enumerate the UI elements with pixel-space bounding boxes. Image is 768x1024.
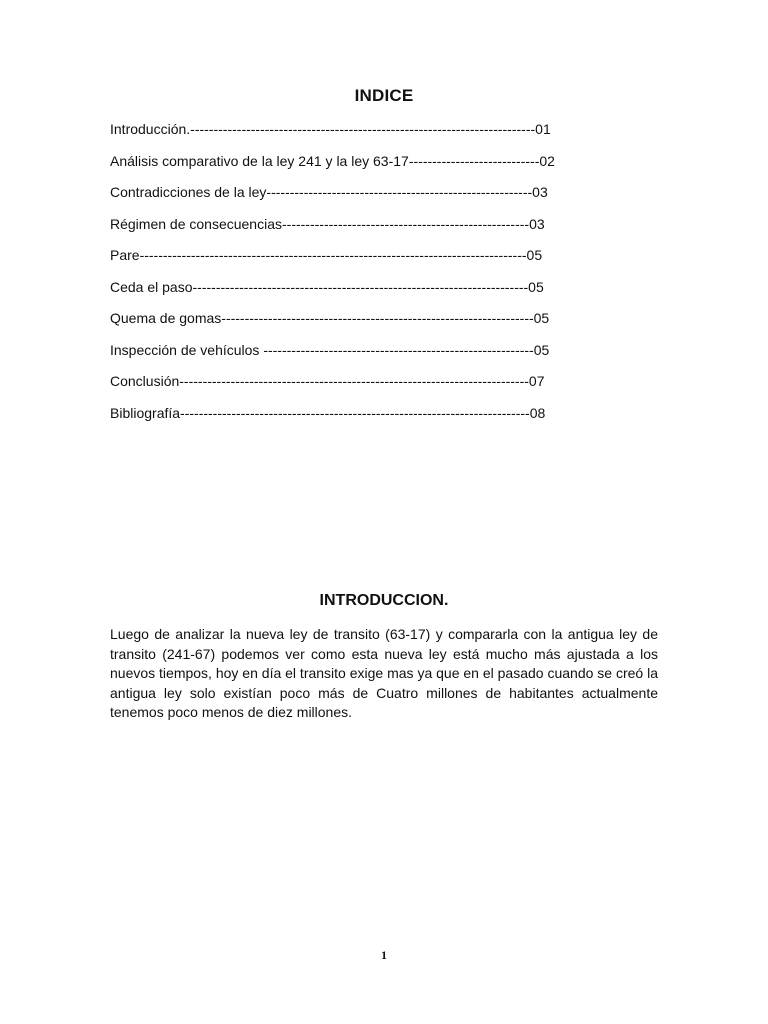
- index-title: INDICE: [354, 86, 414, 105]
- toc-entry-quema-de-gomas: Quema de gomas-------------------------------------------------------------------05: [110, 310, 550, 326]
- toc-entry-conclusion: Conclusión---------------------------------------------------------------------------07: [110, 373, 545, 389]
- toc-entry-inspeccion-vehiculos: Inspección de vehículos ----------------------------------------------------------05: [110, 341, 550, 358]
- toc-entry-introduccion: Introducción.--------------------------------------------------------------------------01: [110, 121, 551, 137]
- toc-entry-contradicciones: Contradicciones de la ley---------------------------------------------------------03: [110, 184, 548, 200]
- toc-entry-ceda-el-paso: Ceda el paso------------------------------------------------------------------------05: [110, 278, 544, 295]
- toc-entry-pare: Pare-----------------------------------------------------------------------------------05: [110, 247, 543, 263]
- toc-entry-analisis-comparativo: Análisis comparativo de la ley 241 y la ley 63-17----------------------------02: [110, 152, 555, 169]
- table-of-contents: [110, 119, 620, 434]
- introduction-paragraph: Luego de analizar la nueva ley de transito (63-17) y compararla con la antigua ley de transito (241-67) podemos ver como esta nueva ley está mucho más ajustada a los nuevos tiempos, hoy en día el transito exige mas ya que en el pasado cuando se creó la antigua ley solo existían poco más de Cuatro millones de habitantes actualmente tenemos poco menos de diez millones.: [110, 626, 658, 720]
- introduction-title: INTRODUCCION.: [319, 592, 449, 609]
- page-number: 1: [381, 948, 387, 962]
- toc-entry-bibliografia: Bibliografía---------------------------------------------------------------------------08: [110, 404, 546, 421]
- toc-entry-regimen-consecuencias: Régimen de consecuencias-----------------------------------------------------03: [110, 215, 545, 232]
